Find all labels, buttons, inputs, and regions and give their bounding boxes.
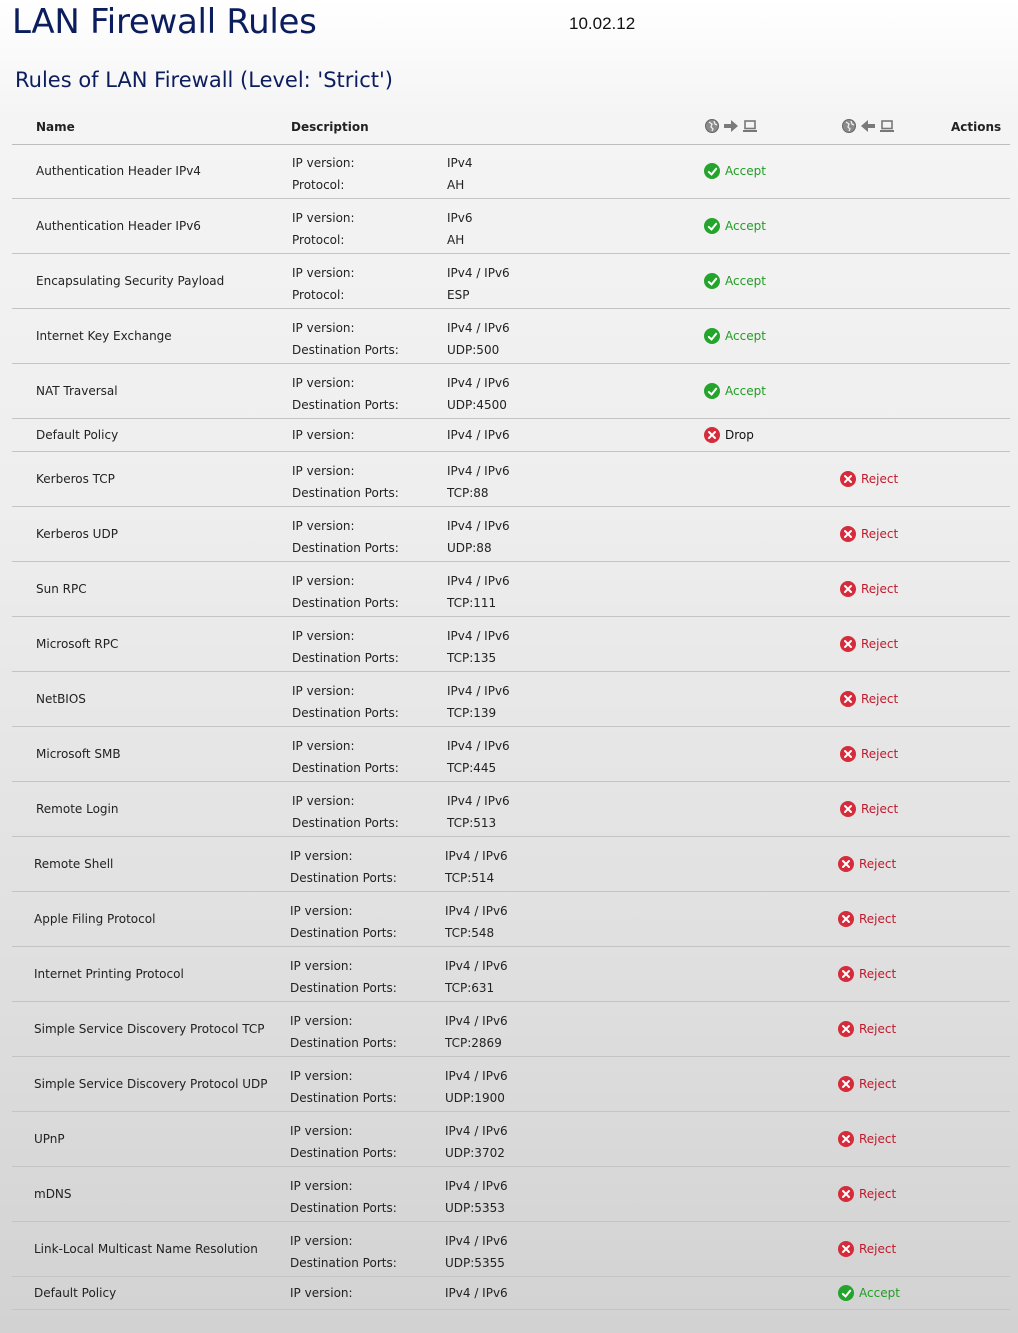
- rule-name: NAT Traversal: [36, 384, 118, 398]
- rule-name: Kerberos UDP: [36, 527, 118, 541]
- x-circle-icon: [838, 1241, 854, 1257]
- description-value: IPv4 / IPv6: [445, 1179, 508, 1193]
- description-value: IPv4 / IPv6: [445, 1014, 508, 1028]
- version-label: 10.02.12: [569, 14, 636, 33]
- description-label: IP version:: [292, 464, 355, 478]
- rule-description-values: [445, 1010, 508, 1054]
- x-circle-icon: [838, 1131, 854, 1147]
- rule-name: Sun RPC: [36, 582, 87, 596]
- description-label: Destination Ports:: [290, 1201, 397, 1215]
- table-row: [12, 1112, 1010, 1167]
- rule-description-values: [447, 262, 510, 306]
- incoming-status: [840, 691, 898, 707]
- incoming-status-label: Reject: [859, 1022, 897, 1036]
- rule-description-labels: [292, 152, 355, 196]
- description-value: ESP: [447, 288, 470, 302]
- x-circle-icon: [840, 801, 856, 817]
- incoming-status: [838, 911, 896, 927]
- description-label: Destination Ports:: [292, 343, 399, 357]
- rule-description-values: [445, 1230, 508, 1274]
- rule-description-values: [447, 424, 510, 446]
- rule-description-values: [445, 955, 508, 999]
- description-label: Destination Ports:: [292, 816, 399, 830]
- description-value: IPv4 / IPv6: [447, 794, 510, 808]
- table-row: [12, 254, 1010, 309]
- description-value: AH: [447, 233, 465, 247]
- rule-description-values: [447, 207, 473, 251]
- check-circle-icon: [704, 218, 720, 234]
- description-label: IP version:: [290, 1069, 353, 1083]
- rule-description-values: [447, 625, 510, 669]
- description-label: IP version:: [290, 1179, 353, 1193]
- incoming-status: [840, 526, 898, 542]
- rule-name: Microsoft SMB: [36, 747, 121, 761]
- table-row: [12, 199, 1010, 254]
- table-row: [12, 617, 1010, 672]
- rule-name: Default Policy: [36, 428, 119, 442]
- rule-name: Link-Local Multicast Name Resolution: [34, 1242, 258, 1256]
- description-label: IP version:: [292, 428, 355, 442]
- section-subtitle: Rules of LAN Firewall (Level: 'Strict'): [15, 68, 393, 92]
- incoming-status-label: Reject: [861, 637, 899, 651]
- x-circle-icon: [840, 746, 856, 762]
- rule-name: Internet Printing Protocol: [34, 967, 184, 981]
- description-label: IP version:: [290, 1124, 353, 1138]
- description-value: UDP:500: [447, 343, 500, 357]
- description-value: TCP:111: [447, 596, 497, 610]
- rule-description-labels: [292, 372, 399, 416]
- rule-description-labels: [290, 1230, 397, 1274]
- outgoing-status: [704, 427, 754, 443]
- incoming-status: [840, 746, 898, 762]
- incoming-status: [840, 581, 898, 597]
- rule-name: Authentication Header IPv6: [36, 219, 201, 233]
- rule-name: NetBIOS: [36, 692, 86, 706]
- x-circle-icon: [838, 1021, 854, 1037]
- incoming-status: [838, 1131, 896, 1147]
- table-row: [12, 309, 1010, 364]
- description-label: IP version:: [292, 794, 355, 808]
- description-label: Destination Ports:: [290, 1036, 397, 1050]
- rule-description-labels: [292, 790, 399, 834]
- incoming-status: [838, 1021, 896, 1037]
- table-row: [12, 837, 1010, 892]
- description-label: Destination Ports:: [290, 871, 397, 885]
- outgoing-status-label: Accept: [725, 164, 766, 178]
- incoming-status: [840, 471, 898, 487]
- incoming-status-label: Reject: [859, 912, 897, 926]
- table-row: [12, 1002, 1010, 1057]
- rule-description-labels: [292, 460, 399, 504]
- x-circle-icon: [838, 1076, 854, 1092]
- rule-description-values: [447, 735, 510, 779]
- rule-description-labels: [290, 845, 397, 889]
- rule-description-values: [445, 1120, 508, 1164]
- rule-description-labels: [292, 735, 399, 779]
- rule-description-labels: [292, 424, 355, 446]
- table-row: [12, 1222, 1010, 1277]
- description-value: TCP:513: [447, 816, 497, 830]
- incoming-status-label: Reject: [859, 1132, 897, 1146]
- rule-name: Simple Service Discovery Protocol TCP: [34, 1022, 265, 1036]
- table-row: [12, 892, 1010, 947]
- description-label: Destination Ports:: [290, 1146, 397, 1160]
- rule-description-labels: [290, 1065, 397, 1109]
- x-circle-icon: [838, 911, 854, 927]
- incoming-status-label: Reject: [859, 1077, 897, 1091]
- description-value: IPv4 / IPv6: [447, 519, 510, 533]
- incoming-status-label: Reject: [861, 747, 899, 761]
- rule-description-values: [447, 570, 510, 614]
- rule-description-labels: [290, 900, 397, 944]
- description-value: UDP:1900: [445, 1091, 505, 1105]
- incoming-status: [838, 1186, 896, 1202]
- description-value: TCP:139: [447, 706, 497, 720]
- incoming-status: [840, 636, 898, 652]
- rule-description-values: [445, 1065, 508, 1109]
- description-label: IP version:: [292, 574, 355, 588]
- description-value: UDP:3702: [445, 1146, 505, 1160]
- rule-description-values: [447, 515, 510, 559]
- rule-description-labels: [290, 955, 397, 999]
- rule-description-values: [445, 1175, 508, 1219]
- description-label: Destination Ports:: [292, 398, 399, 412]
- page-title: LAN Firewall Rules: [12, 2, 317, 42]
- description-value: IPv4 / IPv6: [445, 1069, 508, 1083]
- table-row: [12, 1057, 1010, 1112]
- rule-name: UPnP: [34, 1132, 65, 1146]
- description-label: IP version:: [290, 904, 353, 918]
- description-label: Destination Ports:: [292, 651, 399, 665]
- rule-description-values: [447, 372, 510, 416]
- outgoing-status: [704, 328, 766, 344]
- check-circle-icon: [704, 273, 720, 289]
- description-label: Destination Ports:: [292, 596, 399, 610]
- incoming-status: [838, 1076, 896, 1092]
- description-value: UDP:5355: [445, 1256, 505, 1270]
- incoming-status-label: Reject: [861, 527, 899, 541]
- description-value: TCP:445: [447, 761, 497, 775]
- rule-description-values: [445, 845, 508, 889]
- rule-description-values: [447, 680, 510, 724]
- rule-name: Microsoft RPC: [36, 637, 119, 651]
- rule-name: Remote Login: [36, 802, 119, 816]
- arrow-left-icon: [860, 118, 876, 134]
- description-label: IP version:: [292, 629, 355, 643]
- description-value: IPv4 / IPv6: [447, 266, 510, 280]
- description-value: IPv4 / IPv6: [445, 959, 508, 973]
- outgoing-status-label: Accept: [725, 329, 766, 343]
- description-label: Destination Ports:: [290, 1256, 397, 1270]
- x-circle-icon: [838, 1186, 854, 1202]
- description-label: IP version:: [290, 1286, 353, 1300]
- description-value: AH: [447, 178, 465, 192]
- description-value: IPv4: [447, 156, 473, 170]
- table-header: [12, 112, 1010, 145]
- table-row: [12, 562, 1010, 617]
- column-header-name: Name: [36, 120, 75, 134]
- description-value: IPv6: [447, 211, 473, 225]
- description-value: TCP:88: [447, 486, 489, 500]
- description-value: UDP:4500: [447, 398, 507, 412]
- incoming-status: [838, 856, 896, 872]
- description-value: TCP:548: [445, 926, 495, 940]
- incoming-status: [840, 801, 898, 817]
- x-circle-icon: [840, 526, 856, 542]
- description-value: IPv4 / IPv6: [447, 464, 510, 478]
- description-value: IPv4 / IPv6: [447, 684, 510, 698]
- column-header-description: Description: [291, 120, 369, 134]
- x-circle-icon: [838, 966, 854, 982]
- outgoing-status-label: Accept: [725, 274, 766, 288]
- description-label: Protocol:: [292, 288, 345, 302]
- rule-name: mDNS: [34, 1187, 72, 1201]
- incoming-status: [838, 1241, 896, 1257]
- rule-name: Encapsulating Security Payload: [36, 274, 225, 288]
- rule-description-labels: [290, 1010, 397, 1054]
- rule-name: Kerberos TCP: [36, 472, 115, 486]
- table-row: [12, 364, 1010, 419]
- rule-name: Apple Filing Protocol: [34, 912, 156, 926]
- rule-description-values: [447, 317, 510, 361]
- outgoing-status-label: Drop: [725, 428, 754, 442]
- description-value: IPv4 / IPv6: [445, 904, 508, 918]
- description-value: TCP:631: [445, 981, 495, 995]
- table-row: [12, 507, 1010, 562]
- description-value: IPv4 / IPv6: [445, 1286, 508, 1300]
- outgoing-status: [704, 383, 766, 399]
- incoming-status-label: Reject: [859, 1242, 897, 1256]
- description-label: Destination Ports:: [292, 706, 399, 720]
- rule-name: Default Policy: [34, 1286, 117, 1300]
- table-row: [12, 947, 1010, 1002]
- computer-icon: [742, 118, 758, 134]
- table-row: [12, 672, 1010, 727]
- arrow-right-icon: [723, 118, 739, 134]
- incoming-status-label: Reject: [859, 857, 897, 871]
- rule-description-labels: [292, 515, 399, 559]
- rule-description-labels: [290, 1282, 353, 1304]
- description-label: Destination Ports:: [290, 926, 397, 940]
- description-label: IP version:: [290, 1234, 353, 1248]
- rule-description-labels: [292, 317, 399, 361]
- description-label: IP version:: [292, 266, 355, 280]
- column-header-outgoing: [704, 118, 758, 134]
- description-label: Destination Ports:: [292, 761, 399, 775]
- description-label: IP version:: [292, 321, 355, 335]
- description-label: IP version:: [292, 376, 355, 390]
- table-row: [12, 1277, 1010, 1310]
- table-row: [12, 1167, 1010, 1222]
- rule-name: Simple Service Discovery Protocol UDP: [34, 1077, 268, 1091]
- rule-description-values: [445, 1282, 508, 1304]
- description-label: Destination Ports:: [290, 1091, 397, 1105]
- outgoing-status: [704, 218, 766, 234]
- table-row: [12, 782, 1010, 837]
- table-row: [12, 144, 1010, 199]
- check-circle-icon: [704, 163, 720, 179]
- description-label: IP version:: [292, 739, 355, 753]
- description-value: IPv4 / IPv6: [445, 1124, 508, 1138]
- description-value: IPv4 / IPv6: [447, 629, 510, 643]
- incoming-status: [838, 1285, 900, 1301]
- description-label: IP version:: [292, 156, 355, 170]
- description-label: Destination Ports:: [292, 486, 399, 500]
- column-header-incoming: [841, 118, 895, 134]
- description-value: UDP:5353: [445, 1201, 505, 1215]
- globe-icon: [704, 118, 720, 134]
- table-row: [12, 419, 1010, 452]
- incoming-status-label: Reject: [861, 582, 899, 596]
- description-label: IP version:: [290, 959, 353, 973]
- outgoing-status: [704, 163, 766, 179]
- description-value: IPv4 / IPv6: [445, 1234, 508, 1248]
- computer-icon: [879, 118, 895, 134]
- outgoing-status: [704, 273, 766, 289]
- column-header-actions: Actions: [951, 120, 1002, 134]
- rule-name: Authentication Header IPv4: [36, 164, 201, 178]
- rule-description-labels: [292, 570, 399, 614]
- x-circle-icon: [840, 636, 856, 652]
- description-value: IPv4 / IPv6: [447, 321, 510, 335]
- x-circle-icon: [704, 427, 720, 443]
- rule-description-labels: [292, 680, 399, 724]
- incoming-status-label: Reject: [861, 472, 899, 486]
- description-value: IPv4 / IPv6: [447, 739, 510, 753]
- outgoing-status-label: Accept: [725, 219, 766, 233]
- check-circle-icon: [704, 383, 720, 399]
- incoming-status-label: Reject: [861, 802, 899, 816]
- check-circle-icon: [704, 328, 720, 344]
- description-value: TCP:135: [447, 651, 497, 665]
- description-label: Destination Ports:: [292, 541, 399, 555]
- description-value: IPv4 / IPv6: [447, 376, 510, 390]
- description-value: UDP:88: [447, 541, 492, 555]
- rules-table: [12, 144, 1010, 1310]
- description-label: IP version:: [292, 684, 355, 698]
- incoming-status-label: Reject: [861, 692, 899, 706]
- x-circle-icon: [838, 856, 854, 872]
- globe-icon: [841, 118, 857, 134]
- rule-description-values: [447, 152, 473, 196]
- rule-description-labels: [292, 262, 355, 306]
- incoming-status-label: Reject: [859, 1187, 897, 1201]
- description-value: IPv4 / IPv6: [447, 574, 510, 588]
- rule-name: Remote Shell: [34, 857, 114, 871]
- rule-description-labels: [292, 207, 355, 251]
- description-value: TCP:514: [445, 871, 495, 885]
- rule-description-labels: [290, 1120, 397, 1164]
- x-circle-icon: [840, 581, 856, 597]
- x-circle-icon: [840, 691, 856, 707]
- incoming-status-label: Reject: [859, 967, 897, 981]
- description-label: Protocol:: [292, 178, 345, 192]
- rule-description-labels: [290, 1175, 397, 1219]
- description-value: IPv4 / IPv6: [447, 428, 510, 442]
- description-value: IPv4 / IPv6: [445, 849, 508, 863]
- rule-description-labels: [292, 625, 399, 669]
- description-label: Destination Ports:: [290, 981, 397, 995]
- rule-name: Internet Key Exchange: [36, 329, 172, 343]
- rule-description-values: [445, 900, 508, 944]
- description-label: IP version:: [290, 1014, 353, 1028]
- incoming-status: [838, 966, 896, 982]
- description-label: IP version:: [290, 849, 353, 863]
- incoming-status-label: Accept: [859, 1286, 900, 1300]
- rule-description-values: [447, 790, 510, 834]
- check-circle-icon: [838, 1285, 854, 1301]
- description-label: Protocol:: [292, 233, 345, 247]
- outgoing-status-label: Accept: [725, 384, 766, 398]
- x-circle-icon: [840, 471, 856, 487]
- rule-description-values: [447, 460, 510, 504]
- table-row: [12, 452, 1010, 507]
- description-value: TCP:2869: [445, 1036, 502, 1050]
- description-label: IP version:: [292, 211, 355, 225]
- table-row: [12, 727, 1010, 782]
- description-label: IP version:: [292, 519, 355, 533]
